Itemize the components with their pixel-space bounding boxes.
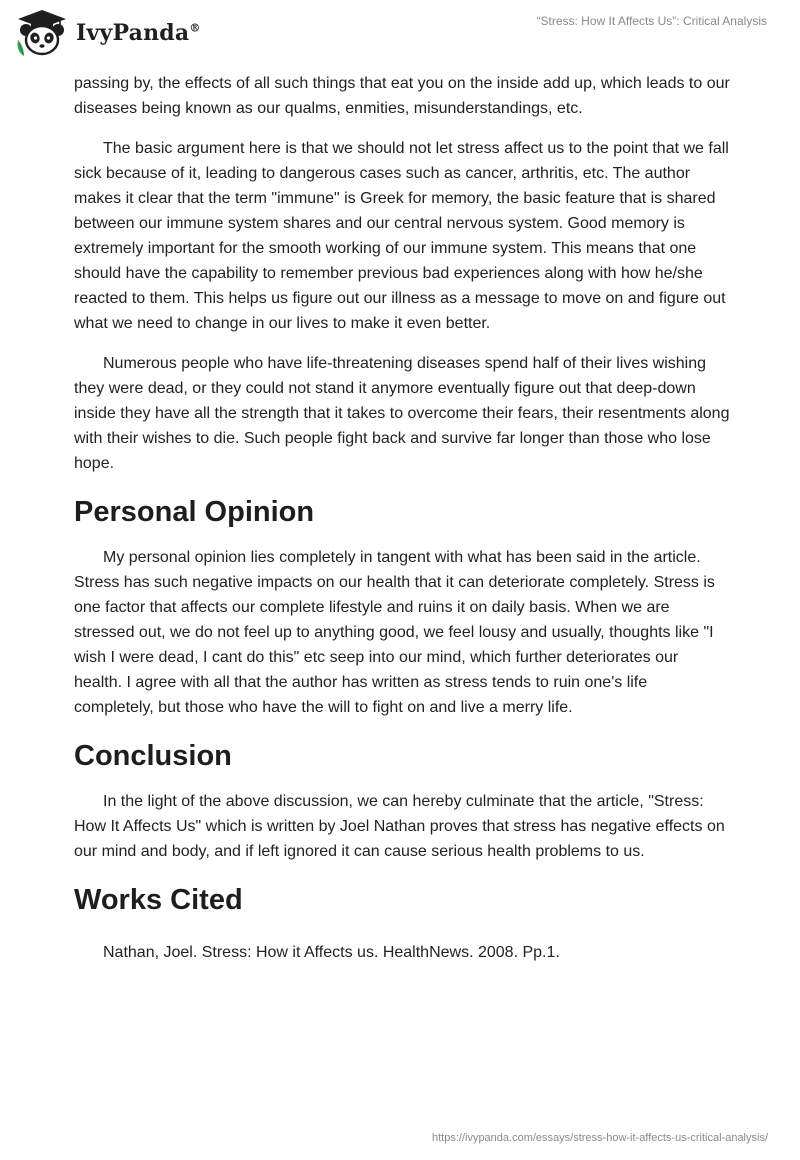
heading-works-cited: Works Cited — [74, 884, 243, 916]
paragraph-life-threatening: Numerous people who have life-threatening diseases spend half of their lives wishing they were dead, or they could not stand it anymore eventually figure out that deep-down inside they have all the strength that it takes to overcome their fears, their resentments along with their wishes to die. Such people fight back and survive far longer than those who lose hope. — [74, 355, 730, 472]
paragraph-continued: passing by, the effects of all such things that eat you on the inside add up, which leads to our diseases being known as our qualms, enmities, misunderstandings, etc. — [74, 75, 730, 117]
registered-mark: ® — [189, 21, 201, 35]
paragraph-conclusion: In the light of the above discussion, we can hereby culminate that the article, "Stress: How It Affects Us" which is written by Joel Nathan proves that stress has negative effects on our mind and body, and if left ignored it can cause serious health problems to us. — [74, 793, 725, 860]
heading-personal-opinion: Personal Opinion — [74, 496, 315, 528]
document-title: “Stress: How It Affects Us”: Critical Analysis — [536, 14, 767, 28]
panda-graduate-logo-icon — [14, 8, 70, 58]
heading-conclusion: Conclusion — [74, 740, 232, 772]
source-url-link[interactable]: https://ivypanda.com/essays/stress-how-it-affects-us-critical-analysis/ — [431, 1132, 768, 1144]
works-cited-entry: Nathan, Joel. Stress: How it Affects us. HealthNews. 2008. Pp.1. — [103, 944, 560, 961]
ivypanda-logo[interactable] — [14, 8, 254, 58]
brand-name: IvyPanda® — [76, 20, 201, 46]
page-header — [0, 0, 800, 70]
essay-content — [74, 71, 730, 965]
paragraph-personal-opinion: My personal opinion lies completely in tangent with what has been said in the article. Stress has such negative impacts on our health that it can deteriorate completely. Stress is one factor that affects our complete lifestyle and ruins it on daily basis. When we are stressed out, we do not feel up to anything good, we feel lousy and usually, thoughts like "I wish I were dead, I cant do this" etc seep into our mind, which further deteriorates our health. I agree with all that the author has written as stress tends to ruin one's life completely, but those who have the will to fight on and live a merry life. — [74, 549, 715, 716]
paragraph-immune-argument: The basic argument here is that we should not let stress affect us to the point that we fall sick because of it, leading to dangerous cases such as cancer, arthritis, etc. The author makes it clear that the term "immune" is Greek for memory, the basic feature that is shared between our immune system shares and our central nervous system. Good memory is extremely important for the smooth working of our immune system. This means that one should have the capability to remember previous bad experiences along with how he/she reacted to them. This helps us figure out our illness as a message to move on and figure out what we need to change in our lives to make it even better. — [74, 140, 729, 332]
